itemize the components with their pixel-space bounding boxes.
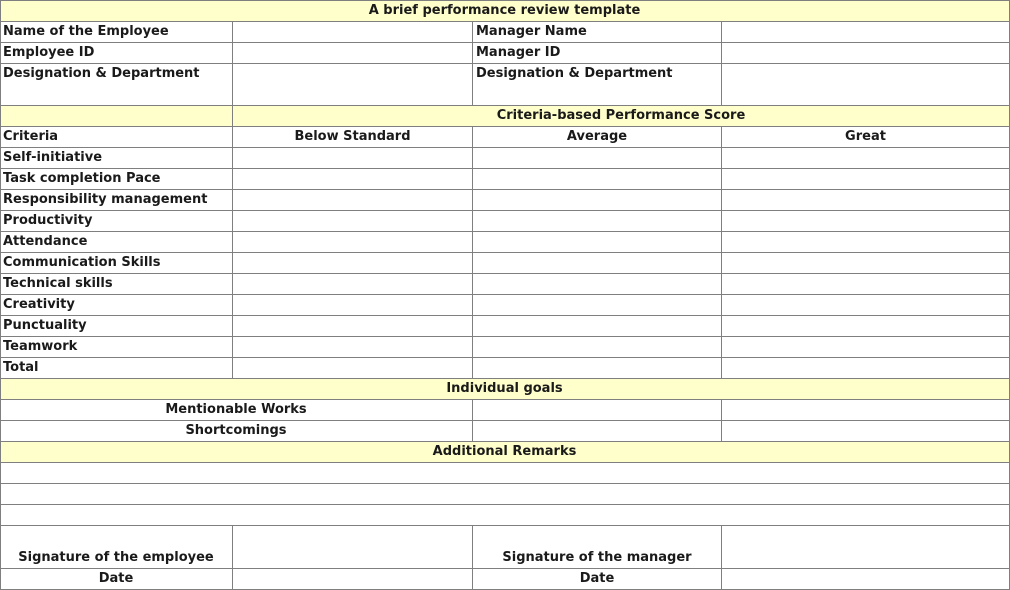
column-header-average: Average	[473, 127, 722, 148]
criteria-row-label: Teamwork	[0, 337, 233, 358]
score-cell[interactable]	[722, 190, 1010, 211]
employee-designation-label: Designation & Department	[0, 64, 233, 106]
score-cell[interactable]	[233, 274, 473, 295]
criteria-row-label: Responsibility management	[0, 190, 233, 211]
employee-name-field[interactable]	[233, 22, 473, 43]
goals-cell[interactable]	[473, 421, 722, 442]
score-cell[interactable]	[473, 295, 722, 316]
score-cell[interactable]	[722, 211, 1010, 232]
score-cell[interactable]	[233, 190, 473, 211]
score-cell[interactable]	[473, 232, 722, 253]
goals-cell[interactable]	[473, 400, 722, 421]
additional-remarks-heading: Additional Remarks	[0, 442, 1010, 463]
individual-goals-heading: Individual goals	[0, 379, 1010, 400]
criteria-row-label: Punctuality	[0, 316, 233, 337]
score-cell[interactable]	[473, 148, 722, 169]
score-cell[interactable]	[722, 253, 1010, 274]
score-cell[interactable]	[473, 211, 722, 232]
column-header-criteria: Criteria	[0, 127, 233, 148]
score-cell[interactable]	[722, 169, 1010, 190]
score-cell[interactable]	[233, 295, 473, 316]
score-section-heading: Criteria-based Performance Score	[233, 106, 1010, 127]
criteria-row-label: Self-initiative	[0, 148, 233, 169]
total-cell[interactable]	[233, 358, 473, 379]
score-cell[interactable]	[473, 316, 722, 337]
sheet-title: A brief performance review template	[0, 0, 1010, 22]
score-heading-spacer	[0, 106, 233, 127]
score-cell[interactable]	[722, 148, 1010, 169]
score-cell[interactable]	[473, 169, 722, 190]
manager-name-field[interactable]	[722, 22, 1010, 43]
score-cell[interactable]	[473, 190, 722, 211]
employee-signature-field[interactable]	[233, 526, 473, 569]
manager-designation-label: Designation & Department	[473, 64, 722, 106]
manager-signature-field[interactable]	[722, 526, 1010, 569]
employee-date-label: Date	[0, 569, 233, 590]
employee-designation-field[interactable]	[233, 64, 473, 106]
goals-cell[interactable]	[722, 400, 1010, 421]
score-cell[interactable]	[722, 337, 1010, 358]
manager-id-field[interactable]	[722, 43, 1010, 64]
remarks-line[interactable]	[0, 505, 1010, 526]
employee-signature-label: Signature of the employee	[0, 526, 233, 569]
column-header-below-standard: Below Standard	[233, 127, 473, 148]
criteria-row-label: Communication Skills	[0, 253, 233, 274]
manager-id-label: Manager ID	[473, 43, 722, 64]
criteria-row-label: Attendance	[0, 232, 233, 253]
criteria-row-label: Task completion Pace	[0, 169, 233, 190]
manager-date-field[interactable]	[722, 569, 1010, 590]
total-cell[interactable]	[722, 358, 1010, 379]
column-header-great: Great	[722, 127, 1010, 148]
score-cell[interactable]	[233, 316, 473, 337]
employee-name-label: Name of the Employee	[0, 22, 233, 43]
score-cell[interactable]	[473, 274, 722, 295]
employee-date-field[interactable]	[233, 569, 473, 590]
remarks-line[interactable]	[0, 463, 1010, 484]
score-cell[interactable]	[233, 337, 473, 358]
score-cell[interactable]	[722, 295, 1010, 316]
goals-row-label: Mentionable Works	[0, 400, 473, 421]
score-cell[interactable]	[233, 169, 473, 190]
manager-name-label: Manager Name	[473, 22, 722, 43]
goals-cell[interactable]	[722, 421, 1010, 442]
score-cell[interactable]	[722, 316, 1010, 337]
criteria-row-label: Productivity	[0, 211, 233, 232]
score-cell[interactable]	[473, 337, 722, 358]
total-row-label: Total	[0, 358, 233, 379]
goals-row-label: Shortcomings	[0, 421, 473, 442]
score-cell[interactable]	[233, 148, 473, 169]
employee-id-field[interactable]	[233, 43, 473, 64]
manager-date-label: Date	[473, 569, 722, 590]
employee-id-label: Employee ID	[0, 43, 233, 64]
score-cell[interactable]	[233, 253, 473, 274]
score-cell[interactable]	[473, 253, 722, 274]
criteria-row-label: Technical skills	[0, 274, 233, 295]
criteria-row-label: Creativity	[0, 295, 233, 316]
score-cell[interactable]	[722, 274, 1010, 295]
remarks-line[interactable]	[0, 484, 1010, 505]
manager-designation-field[interactable]	[722, 64, 1010, 106]
score-cell[interactable]	[233, 232, 473, 253]
score-cell[interactable]	[722, 232, 1010, 253]
manager-signature-label: Signature of the manager	[473, 526, 722, 569]
score-cell[interactable]	[233, 211, 473, 232]
total-cell[interactable]	[473, 358, 722, 379]
